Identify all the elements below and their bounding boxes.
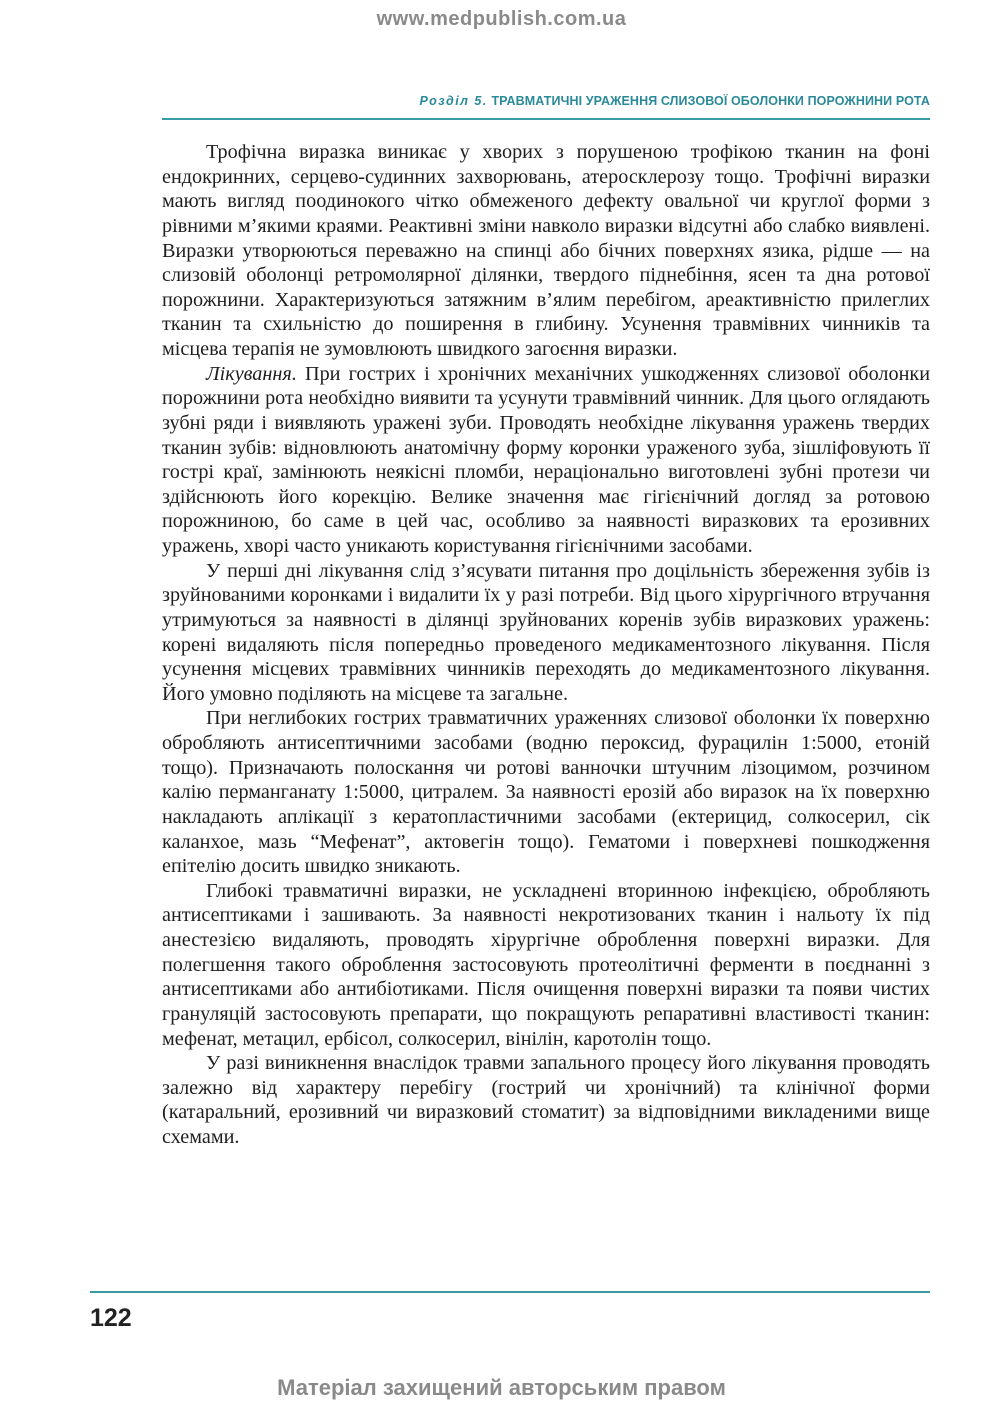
paragraph-lead: Лікування. bbox=[206, 362, 297, 385]
paragraph bbox=[162, 1051, 930, 1150]
paragraph-text: У разі виникнення внаслідок травми запального процесу його лікування проводять залежно від характеру перебігу (гострий чи хронічний) та клінічної форми (катаральний, ерозивний чи виразковий стоматит) за відповідними викладеними вище схемами. bbox=[162, 1052, 930, 1148]
paragraph bbox=[162, 879, 930, 1051]
paragraph bbox=[162, 559, 930, 707]
body-text bbox=[162, 140, 930, 1150]
paragraph-text: При гострих і хронічних механічних ушкодженнях слизової оболонки порожнини рота необхідно виявити та усунути травмівний чинник. Для цього оглядають зубні ряди і виявляють уражені зуби. Проводять необхідне лікування уражень твердих тканин зубів: відновлюють анатомічну форму коронки ураженого зуба, зішліфовують її гострі краї, замінюють неякісні пломби, нераціонально виготовлені зубні протези чи здійснюють його корекцію. Велике значення має гігієнічний догляд за ротовою порожниною, бо саме в цей час, особливо за наявності виразкових та ерозивних уражень, хворі часто уникають користування гігієнічними засобами. bbox=[162, 362, 930, 557]
paragraph-text: Глибокі травматичні виразки, не ускладнені вторинною інфекцією, обробляють антисептиками і зашивають. За наявності некротизованих тканин і нальоту їх під анестезією видаляють, проводять хірургічне оброблення поверхні виразки. Для полегшення такого оброблення застосовують протеолітичні ферменти в поєднанні з антисептиками або антибіотиками. Після очищення поверхні виразки та появи чистих грануляцій застосовують препарати, що покращують репаративні властивості тканин: мефенат, метацил, ербісол, солкосерил, вінілін, каротолін тощо. bbox=[162, 879, 930, 1050]
section-title: ТРАВМАТИЧНІ УРАЖЕННЯ СЛИЗОВОЇ ОБОЛОНКИ ПОРОЖНИНИ РОТА bbox=[491, 94, 930, 108]
paragraph bbox=[162, 362, 930, 559]
paragraph-text: При неглибоких гострих травматичних ураженнях слизової оболонки їх поверхню обробляють антисептичними засобами (водню пероксид, фурацилін 1:5000, етоній тощо). Призначають полоскання чи ротові ванночки штучним лізоцимом, розчином калію перманганату 1:5000, цитралем. За наявності ерозій або виразок на їх поверхню накладають аплікації з кератопластичними засобами (ектерицид, солкосерил, сік каланхое, мазь “Мефенат”, актовегін тощо). Гематоми і поверхневі пошкодження епітелію досить швидко зникають. bbox=[162, 707, 930, 878]
page-number: 122 bbox=[90, 1304, 132, 1332]
header-rule bbox=[162, 118, 930, 120]
footer-rule bbox=[90, 1291, 930, 1293]
paragraph bbox=[162, 706, 930, 878]
paragraph-text: Трофічна виразка виникає у хворих з порушеною трофікою тканин на фоні ендокринних, серцево-судинних захворювань, атеросклерозу тощо. Трофічні виразки мають вигляд поодинокого чітко обмеженого дефекту овальної чи круглої форми з рівними м’якими краями. Реактивні зміни навколо виразки відсутні або слабко виявлені. Виразки утворюються переважно на спинці або бічних поверхнях язика, рідше — на слизовій оболонці ретромолярної ділянки, твердого піднебіння, ясен та дна ротової порожнини. Характеризуються затяжним в’ялим перебігом, ареактивністю прилеглих тканин та схильністю до поширення в глибину. Усунення травмівних чинників та місцева терапія не зумовлюють швидкого загоєння виразки. bbox=[162, 141, 930, 360]
section-label: Розділ 5. bbox=[419, 94, 488, 108]
paragraph bbox=[162, 140, 930, 362]
paragraph-text: У перші дні лікування слід з’ясувати питання про доцільність збереження зубів із зруйнованими коронками і видалити їх у разі потреби. Від цього хірургічного втручання утримуються за наявності в ділянці зруйнованих коренів зубів виразкових уражень: корені видаляють після попередньо проведеного медикаментозного лікування. Після усунення місцевих травмівних чинників переходять до медикаментозного лікування. Його умовно поділяють на місцеве та загальне. bbox=[162, 559, 930, 705]
watermark-url: www.medpublish.com.ua bbox=[376, 8, 627, 30]
running-header bbox=[162, 94, 930, 108]
copyright-watermark: Матеріал захищений авторським правом bbox=[277, 1375, 726, 1400]
